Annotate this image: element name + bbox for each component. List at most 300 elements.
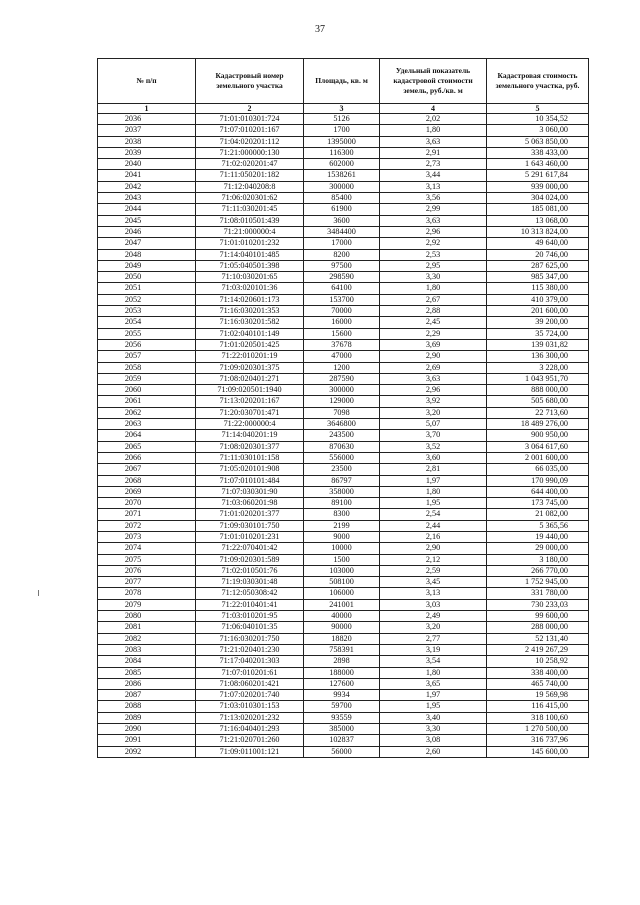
row-number-cell: 2045 bbox=[98, 215, 196, 226]
cadastral-number-cell: 71:12:040208:8 bbox=[196, 181, 304, 192]
row-number-cell: 2050 bbox=[98, 272, 196, 283]
area-cell: 287590 bbox=[304, 373, 380, 384]
table-row bbox=[98, 712, 589, 723]
indicator-cell: 2,90 bbox=[380, 351, 487, 362]
table-row bbox=[98, 543, 589, 554]
table-row bbox=[98, 373, 589, 384]
table-row bbox=[98, 147, 589, 158]
table-row bbox=[98, 272, 589, 283]
value-cell: 21 082,00 bbox=[487, 509, 589, 520]
table-row bbox=[98, 351, 589, 362]
indicator-cell: 3,52 bbox=[380, 441, 487, 452]
value-cell: 136 300,00 bbox=[487, 351, 589, 362]
area-cell: 9000 bbox=[304, 531, 380, 542]
column-number: 3 bbox=[304, 104, 380, 114]
cadastral-number-cell: 71:09:020501:1940 bbox=[196, 385, 304, 396]
indicator-cell: 3,63 bbox=[380, 136, 487, 147]
area-cell: 870630 bbox=[304, 441, 380, 452]
cadastral-number-cell: 71:16:030201:750 bbox=[196, 633, 304, 644]
value-cell: 5 365,56 bbox=[487, 520, 589, 531]
cadastral-number-cell: 71:08:010501:439 bbox=[196, 215, 304, 226]
cadastral-number-cell: 71:06:020301:62 bbox=[196, 193, 304, 204]
row-number-cell: 2037 bbox=[98, 125, 196, 136]
indicator-cell: 2,53 bbox=[380, 249, 487, 260]
area-cell: 129000 bbox=[304, 396, 380, 407]
indicator-cell: 2,45 bbox=[380, 317, 487, 328]
column-number-row bbox=[98, 104, 589, 114]
row-number-cell: 2055 bbox=[98, 328, 196, 339]
cadastral-number-cell: 71:13:020201:232 bbox=[196, 712, 304, 723]
value-cell: 19 440,00 bbox=[487, 531, 589, 542]
table-row bbox=[98, 498, 589, 509]
area-cell: 508100 bbox=[304, 577, 380, 588]
cadastral-number-cell: 71:22:000000:4 bbox=[196, 419, 304, 430]
indicator-cell: 1,80 bbox=[380, 283, 487, 294]
cadastral-number-cell: 71:11:030101:158 bbox=[196, 452, 304, 463]
row-number-cell: 2066 bbox=[98, 452, 196, 463]
row-number-cell: 2059 bbox=[98, 373, 196, 384]
row-number-cell: 2085 bbox=[98, 667, 196, 678]
area-cell: 3484400 bbox=[304, 226, 380, 237]
area-cell: 37678 bbox=[304, 339, 380, 350]
cadastral-number-cell: 71:02:020201:47 bbox=[196, 159, 304, 170]
value-cell: 145 600,00 bbox=[487, 746, 589, 757]
indicator-cell: 2,73 bbox=[380, 159, 487, 170]
value-cell: 20 746,00 bbox=[487, 249, 589, 260]
indicator-cell: 3,30 bbox=[380, 724, 487, 735]
value-cell: 1 270 500,00 bbox=[487, 724, 589, 735]
value-cell: 900 950,00 bbox=[487, 430, 589, 441]
row-number-cell: 2079 bbox=[98, 599, 196, 610]
value-cell: 39 200,00 bbox=[487, 317, 589, 328]
indicator-cell: 2,81 bbox=[380, 464, 487, 475]
indicator-cell: 3,54 bbox=[380, 656, 487, 667]
value-cell: 3 064 617,60 bbox=[487, 441, 589, 452]
cadastral-number-cell: 71:03:010201:95 bbox=[196, 611, 304, 622]
table-row bbox=[98, 328, 589, 339]
value-cell: 888 000,00 bbox=[487, 385, 589, 396]
table-row bbox=[98, 452, 589, 463]
cadastral-number-cell: 71:09:020301:375 bbox=[196, 362, 304, 373]
area-cell: 97500 bbox=[304, 260, 380, 271]
margin-mark bbox=[38, 590, 39, 596]
table-row bbox=[98, 170, 589, 181]
area-cell: 5126 bbox=[304, 114, 380, 125]
row-number-cell: 2068 bbox=[98, 475, 196, 486]
header-area: Площадь, кв. м bbox=[304, 59, 380, 104]
indicator-cell: 3,19 bbox=[380, 644, 487, 655]
value-cell: 10 313 824,00 bbox=[487, 226, 589, 237]
value-cell: 465 740,00 bbox=[487, 678, 589, 689]
table-row bbox=[98, 633, 589, 644]
area-cell: 47000 bbox=[304, 351, 380, 362]
cadastral-number-cell: 71:01:020501:425 bbox=[196, 339, 304, 350]
value-cell: 139 031,82 bbox=[487, 339, 589, 350]
indicator-cell: 1,80 bbox=[380, 667, 487, 678]
row-number-cell: 2042 bbox=[98, 181, 196, 192]
area-cell: 56000 bbox=[304, 746, 380, 757]
value-cell: 644 400,00 bbox=[487, 486, 589, 497]
cadastral-number-cell: 71:11:050201:182 bbox=[196, 170, 304, 181]
table-row bbox=[98, 396, 589, 407]
area-cell: 298590 bbox=[304, 272, 380, 283]
cadastral-number-cell: 71:19:030301:48 bbox=[196, 577, 304, 588]
row-number-cell: 2043 bbox=[98, 193, 196, 204]
row-number-cell: 2036 bbox=[98, 114, 196, 125]
area-cell: 300000 bbox=[304, 385, 380, 396]
cadastral-number-cell: 71:04:020201:112 bbox=[196, 136, 304, 147]
cadastral-number-cell: 71:01:020201:377 bbox=[196, 509, 304, 520]
indicator-cell: 2,02 bbox=[380, 114, 487, 125]
row-number-cell: 2046 bbox=[98, 226, 196, 237]
row-number-cell: 2078 bbox=[98, 588, 196, 599]
table-row bbox=[98, 238, 589, 249]
value-cell: 2 001 600,00 bbox=[487, 452, 589, 463]
area-cell: 1500 bbox=[304, 554, 380, 565]
table-row bbox=[98, 362, 589, 373]
table-row bbox=[98, 430, 589, 441]
indicator-cell: 2,91 bbox=[380, 147, 487, 158]
row-number-cell: 2076 bbox=[98, 565, 196, 576]
indicator-cell: 2,96 bbox=[380, 385, 487, 396]
indicator-cell: 2,44 bbox=[380, 520, 487, 531]
area-cell: 127600 bbox=[304, 678, 380, 689]
value-cell: 66 035,00 bbox=[487, 464, 589, 475]
table-row bbox=[98, 249, 589, 260]
table-row bbox=[98, 385, 589, 396]
table-row bbox=[98, 678, 589, 689]
area-cell: 758391 bbox=[304, 644, 380, 655]
area-cell: 16000 bbox=[304, 317, 380, 328]
value-cell: 13 068,00 bbox=[487, 215, 589, 226]
area-cell: 85400 bbox=[304, 193, 380, 204]
cadastral-number-cell: 71:09:011001:121 bbox=[196, 746, 304, 757]
cadastral-number-cell: 71:17:040201:303 bbox=[196, 656, 304, 667]
cadastral-number-cell: 71:21:020701:260 bbox=[196, 735, 304, 746]
area-cell: 153700 bbox=[304, 294, 380, 305]
cadastral-number-cell: 71:13:020201:167 bbox=[196, 396, 304, 407]
indicator-cell: 3,69 bbox=[380, 339, 487, 350]
cadastral-number-cell: 71:03:020101:36 bbox=[196, 283, 304, 294]
value-cell: 10 258,92 bbox=[487, 656, 589, 667]
cadastral-number-cell: 71:16:040401:293 bbox=[196, 724, 304, 735]
indicator-cell: 3,70 bbox=[380, 430, 487, 441]
cadastral-number-cell: 71:14:040101:485 bbox=[196, 249, 304, 260]
cadastral-number-cell: 71:16:030201:582 bbox=[196, 317, 304, 328]
cadastral-number-cell: 71:05:020101:908 bbox=[196, 464, 304, 475]
indicator-cell: 3,03 bbox=[380, 599, 487, 610]
row-number-cell: 2064 bbox=[98, 430, 196, 441]
area-cell: 1700 bbox=[304, 125, 380, 136]
value-cell: 1 643 460,00 bbox=[487, 159, 589, 170]
table-row bbox=[98, 667, 589, 678]
row-number-cell: 2047 bbox=[98, 238, 196, 249]
area-cell: 90000 bbox=[304, 622, 380, 633]
table-row bbox=[98, 193, 589, 204]
table-row bbox=[98, 724, 589, 735]
cadastral-number-cell: 71:03:060201:98 bbox=[196, 498, 304, 509]
row-number-cell: 2070 bbox=[98, 498, 196, 509]
value-cell: 318 100,60 bbox=[487, 712, 589, 723]
area-cell: 15600 bbox=[304, 328, 380, 339]
table-row bbox=[98, 701, 589, 712]
area-cell: 10000 bbox=[304, 543, 380, 554]
area-cell: 1200 bbox=[304, 362, 380, 373]
table-row bbox=[98, 181, 589, 192]
indicator-cell: 2,69 bbox=[380, 362, 487, 373]
row-number-cell: 2090 bbox=[98, 724, 196, 735]
cadastral-number-cell: 71:08:060201:421 bbox=[196, 678, 304, 689]
area-cell: 556000 bbox=[304, 452, 380, 463]
table-row bbox=[98, 215, 589, 226]
value-cell: 52 131,40 bbox=[487, 633, 589, 644]
table-row bbox=[98, 159, 589, 170]
value-cell: 185 081,00 bbox=[487, 204, 589, 215]
value-cell: 3 228,00 bbox=[487, 362, 589, 373]
table-row bbox=[98, 735, 589, 746]
indicator-cell: 5,07 bbox=[380, 419, 487, 430]
area-cell: 602000 bbox=[304, 159, 380, 170]
row-number-cell: 2091 bbox=[98, 735, 196, 746]
cadastral-number-cell: 71:02:010501:76 bbox=[196, 565, 304, 576]
cadastral-number-cell: 71:20:030701:471 bbox=[196, 407, 304, 418]
table-row bbox=[98, 565, 589, 576]
row-number-cell: 2092 bbox=[98, 746, 196, 757]
value-cell: 173 745,00 bbox=[487, 498, 589, 509]
value-cell: 338 400,00 bbox=[487, 667, 589, 678]
table-row bbox=[98, 599, 589, 610]
indicator-cell: 3,56 bbox=[380, 193, 487, 204]
area-cell: 89100 bbox=[304, 498, 380, 509]
cadastral-number-cell: 71:05:040501:398 bbox=[196, 260, 304, 271]
cadastral-number-cell: 71:16:030201:353 bbox=[196, 306, 304, 317]
indicator-cell: 2,54 bbox=[380, 509, 487, 520]
table-row bbox=[98, 260, 589, 271]
area-cell: 18820 bbox=[304, 633, 380, 644]
indicator-cell: 3,30 bbox=[380, 272, 487, 283]
table-row bbox=[98, 317, 589, 328]
value-cell: 201 600,00 bbox=[487, 306, 589, 317]
indicator-cell: 3,60 bbox=[380, 452, 487, 463]
row-number-cell: 2039 bbox=[98, 147, 196, 158]
value-cell: 287 625,00 bbox=[487, 260, 589, 271]
cadastral-number-cell: 71:07:020201:740 bbox=[196, 690, 304, 701]
header-cadastral-value: Кадастровая стоимость земельного участка, руб. bbox=[487, 59, 589, 104]
value-cell: 331 780,00 bbox=[487, 588, 589, 599]
cadastral-number-cell: 71:12:050308:42 bbox=[196, 588, 304, 599]
cadastral-number-cell: 71:07:030301:90 bbox=[196, 486, 304, 497]
value-cell: 10 354,52 bbox=[487, 114, 589, 125]
table-row bbox=[98, 611, 589, 622]
value-cell: 316 737,96 bbox=[487, 735, 589, 746]
table-body bbox=[98, 114, 589, 758]
area-cell: 93559 bbox=[304, 712, 380, 723]
area-cell: 64100 bbox=[304, 283, 380, 294]
area-cell: 9934 bbox=[304, 690, 380, 701]
value-cell: 170 990,09 bbox=[487, 475, 589, 486]
table-row bbox=[98, 204, 589, 215]
table-row bbox=[98, 339, 589, 350]
cadastral-number-cell: 71:14:040201:19 bbox=[196, 430, 304, 441]
row-number-cell: 2061 bbox=[98, 396, 196, 407]
table-row bbox=[98, 486, 589, 497]
cadastral-number-cell: 71:21:020401:230 bbox=[196, 644, 304, 655]
area-cell: 86797 bbox=[304, 475, 380, 486]
table-row bbox=[98, 531, 589, 542]
table-row bbox=[98, 622, 589, 633]
cadastral-number-cell: 71:01:010301:724 bbox=[196, 114, 304, 125]
table-row bbox=[98, 554, 589, 565]
area-cell: 385000 bbox=[304, 724, 380, 735]
cadastral-number-cell: 71:07:010201:61 bbox=[196, 667, 304, 678]
area-cell: 243500 bbox=[304, 430, 380, 441]
area-cell: 358000 bbox=[304, 486, 380, 497]
row-number-cell: 2057 bbox=[98, 351, 196, 362]
value-cell: 35 724,00 bbox=[487, 328, 589, 339]
row-number-cell: 2075 bbox=[98, 554, 196, 565]
table-row bbox=[98, 475, 589, 486]
row-number-cell: 2049 bbox=[98, 260, 196, 271]
indicator-cell: 2,49 bbox=[380, 611, 487, 622]
cadastral-number-cell: 71:11:030201:45 bbox=[196, 204, 304, 215]
row-number-cell: 2053 bbox=[98, 306, 196, 317]
value-cell: 99 600,00 bbox=[487, 611, 589, 622]
table-row bbox=[98, 283, 589, 294]
indicator-cell: 1,95 bbox=[380, 498, 487, 509]
row-number-cell: 2038 bbox=[98, 136, 196, 147]
indicator-cell: 1,95 bbox=[380, 701, 487, 712]
value-cell: 5 063 850,00 bbox=[487, 136, 589, 147]
table-row bbox=[98, 125, 589, 136]
row-number-cell: 2074 bbox=[98, 543, 196, 554]
value-cell: 985 347,00 bbox=[487, 272, 589, 283]
row-number-cell: 2052 bbox=[98, 294, 196, 305]
value-cell: 410 379,00 bbox=[487, 294, 589, 305]
indicator-cell: 3,45 bbox=[380, 577, 487, 588]
indicator-cell: 3,92 bbox=[380, 396, 487, 407]
value-cell: 505 680,00 bbox=[487, 396, 589, 407]
row-number-cell: 2069 bbox=[98, 486, 196, 497]
row-number-cell: 2082 bbox=[98, 633, 196, 644]
table-row bbox=[98, 441, 589, 452]
row-number-cell: 2087 bbox=[98, 690, 196, 701]
row-number-cell: 2067 bbox=[98, 464, 196, 475]
cadastral-number-cell: 71:09:030101:750 bbox=[196, 520, 304, 531]
table-row bbox=[98, 306, 589, 317]
cadastral-number-cell: 71:08:020301:377 bbox=[196, 441, 304, 452]
value-cell: 22 713,60 bbox=[487, 407, 589, 418]
value-cell: 1 043 951,70 bbox=[487, 373, 589, 384]
area-cell: 8300 bbox=[304, 509, 380, 520]
value-cell: 304 024,00 bbox=[487, 193, 589, 204]
column-number: 2 bbox=[196, 104, 304, 114]
value-cell: 115 380,00 bbox=[487, 283, 589, 294]
indicator-cell: 2,88 bbox=[380, 306, 487, 317]
area-cell: 241001 bbox=[304, 599, 380, 610]
header-specific-indicator: Удельный показатель кадастровой стоимости земель, руб./кв. м bbox=[380, 59, 487, 104]
indicator-cell: 3,13 bbox=[380, 588, 487, 599]
value-cell: 266 770,00 bbox=[487, 565, 589, 576]
indicator-cell: 2,12 bbox=[380, 554, 487, 565]
row-number-cell: 2080 bbox=[98, 611, 196, 622]
area-cell: 2898 bbox=[304, 656, 380, 667]
cadastral-number-cell: 71:22:010401:41 bbox=[196, 599, 304, 610]
indicator-cell: 3,65 bbox=[380, 678, 487, 689]
indicator-cell: 1,80 bbox=[380, 125, 487, 136]
cadastral-number-cell: 71:02:040101:149 bbox=[196, 328, 304, 339]
area-cell: 188000 bbox=[304, 667, 380, 678]
table-row bbox=[98, 577, 589, 588]
area-cell: 7098 bbox=[304, 407, 380, 418]
table-row bbox=[98, 588, 589, 599]
area-cell: 17000 bbox=[304, 238, 380, 249]
row-number-cell: 2054 bbox=[98, 317, 196, 328]
header-row-number: № п/п bbox=[98, 59, 196, 104]
indicator-cell: 1,97 bbox=[380, 690, 487, 701]
area-cell: 2199 bbox=[304, 520, 380, 531]
table-row bbox=[98, 114, 589, 125]
row-number-cell: 2065 bbox=[98, 441, 196, 452]
table-row bbox=[98, 464, 589, 475]
area-cell: 103000 bbox=[304, 565, 380, 576]
row-number-cell: 2071 bbox=[98, 509, 196, 520]
indicator-cell: 2,59 bbox=[380, 565, 487, 576]
row-number-cell: 2060 bbox=[98, 385, 196, 396]
cadastral-number-cell: 71:07:010201:167 bbox=[196, 125, 304, 136]
value-cell: 29 000,00 bbox=[487, 543, 589, 554]
cadastral-number-cell: 71:01:010201:232 bbox=[196, 238, 304, 249]
indicator-cell: 3,20 bbox=[380, 407, 487, 418]
indicator-cell: 3,40 bbox=[380, 712, 487, 723]
cadastral-number-cell: 71:07:010101:484 bbox=[196, 475, 304, 486]
cadastral-value-table bbox=[97, 58, 589, 758]
value-cell: 1 752 945,00 bbox=[487, 577, 589, 588]
row-number-cell: 2086 bbox=[98, 678, 196, 689]
cadastral-number-cell: 71:08:020401:271 bbox=[196, 373, 304, 384]
value-cell: 49 640,00 bbox=[487, 238, 589, 249]
value-cell: 730 233,03 bbox=[487, 599, 589, 610]
value-cell: 19 569,98 bbox=[487, 690, 589, 701]
value-cell: 288 000,00 bbox=[487, 622, 589, 633]
value-cell: 2 419 267,29 bbox=[487, 644, 589, 655]
table-row bbox=[98, 419, 589, 430]
table-row bbox=[98, 136, 589, 147]
page-number: 37 bbox=[315, 24, 325, 35]
header-row bbox=[98, 59, 589, 104]
header-cadastral-number: Кадастровый номер земельного участка bbox=[196, 59, 304, 104]
row-number-cell: 2041 bbox=[98, 170, 196, 181]
table-row bbox=[98, 690, 589, 701]
table-row bbox=[98, 407, 589, 418]
indicator-cell: 2,77 bbox=[380, 633, 487, 644]
area-cell: 40000 bbox=[304, 611, 380, 622]
indicator-cell: 2,67 bbox=[380, 294, 487, 305]
indicator-cell: 3,20 bbox=[380, 622, 487, 633]
row-number-cell: 2072 bbox=[98, 520, 196, 531]
row-number-cell: 2089 bbox=[98, 712, 196, 723]
table-row bbox=[98, 746, 589, 757]
table-row bbox=[98, 656, 589, 667]
indicator-cell: 3,08 bbox=[380, 735, 487, 746]
area-cell: 3646800 bbox=[304, 419, 380, 430]
area-cell: 300000 bbox=[304, 181, 380, 192]
area-cell: 3600 bbox=[304, 215, 380, 226]
value-cell: 18 489 276,00 bbox=[487, 419, 589, 430]
value-cell: 5 291 617,84 bbox=[487, 170, 589, 181]
area-cell: 102837 bbox=[304, 735, 380, 746]
table-row bbox=[98, 294, 589, 305]
table-row bbox=[98, 520, 589, 531]
